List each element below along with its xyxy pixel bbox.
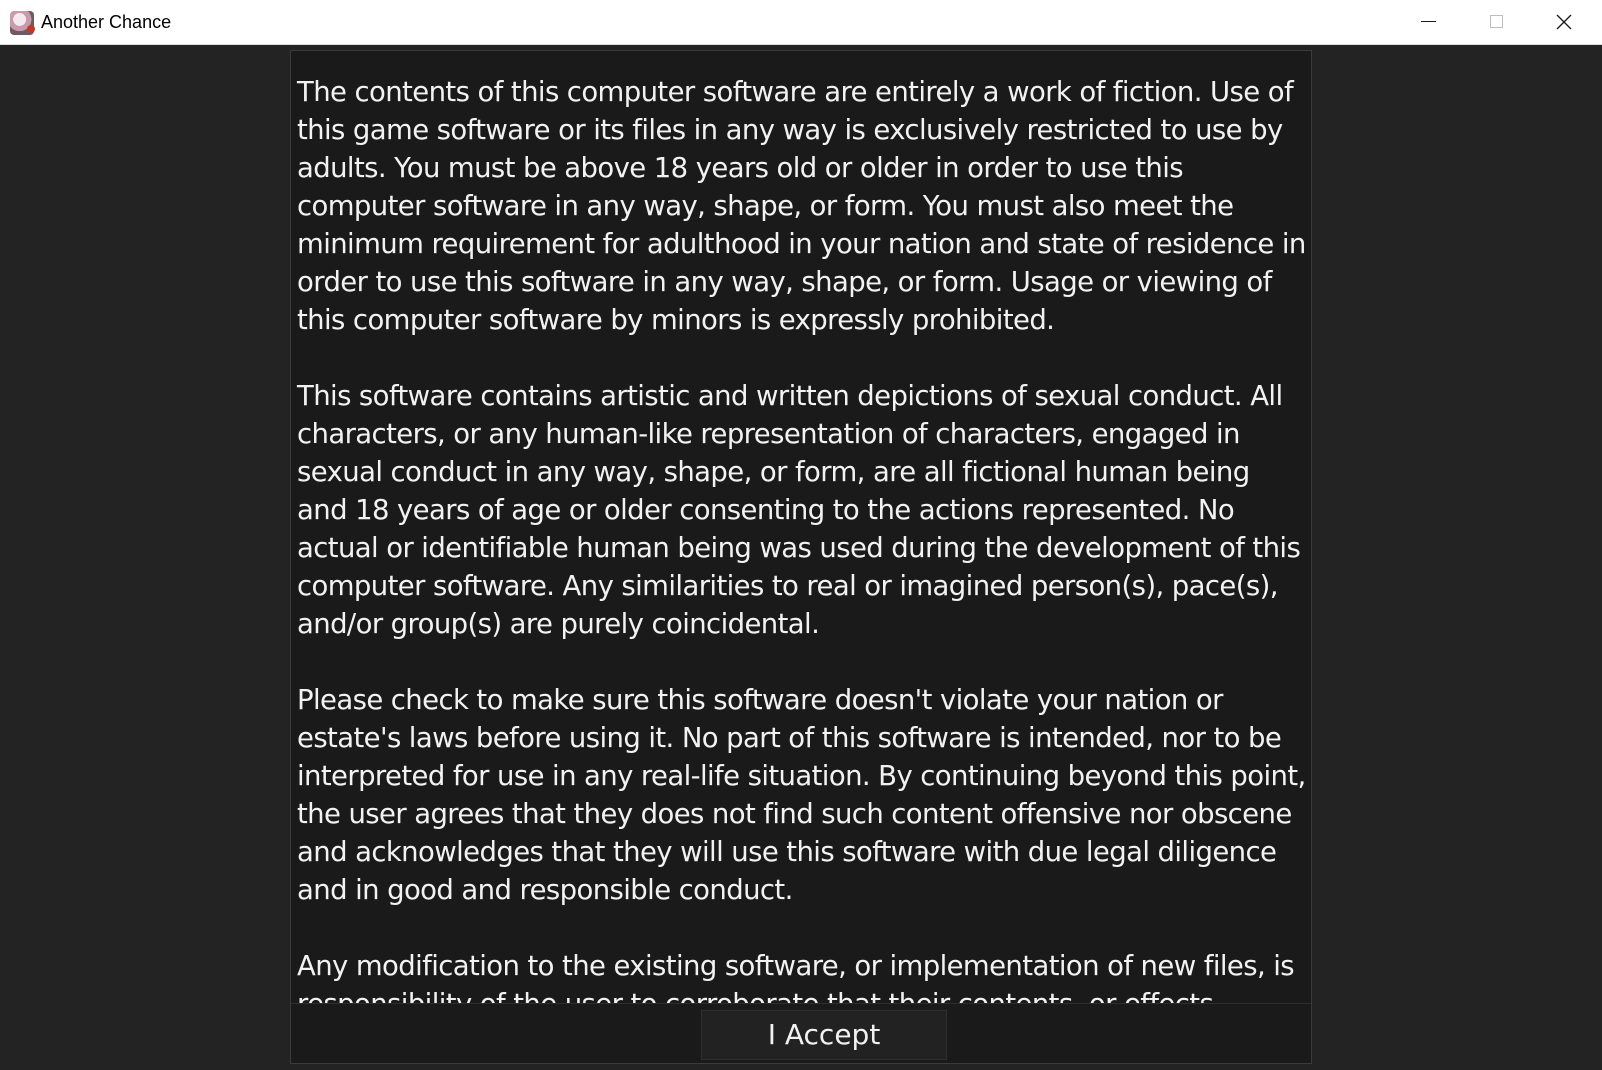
disclaimer-paragraph: Please check to make sure this software doesn't violate your nation or estate's laws before using it. No part of this software is intended, nor to be interpreted for use in any real-life situation. By continuing beyond this point, the user agrees that they does not find such content offensive nor obscene and acknowledges that they will use this software with due legal diligence and in good and responsible conduct. — [297, 684, 1306, 906]
minimize-icon — [1421, 21, 1436, 22]
disclaimer-scroll-area[interactable] — [291, 73, 1311, 1053]
maximize-icon — [1490, 15, 1503, 28]
maximize-button[interactable] — [1463, 0, 1532, 44]
minimize-button[interactable] — [1394, 0, 1463, 44]
app-icon-badge — [27, 25, 35, 33]
disclaimer-dialog — [290, 50, 1312, 1064]
app-icon — [10, 11, 34, 35]
disclaimer-paragraph: The contents of this computer software are entirely a work of fiction. Use of this game software or its files in any way is exclusively restricted to use by adults. You must be above 18 years old or older in order to use this computer software in any way, shape, or form. You must also meet the minimum requirement for adulthood in your nation and state of residence in order to use this software in any way, shape, or form. Usage or viewing of this computer software by minors is expressly prohibited. — [297, 76, 1306, 336]
window-title: Another Chance — [41, 12, 172, 32]
dialog-footer — [291, 1003, 1311, 1063]
title-bar[interactable] — [0, 0, 1602, 45]
close-button[interactable] — [1532, 0, 1601, 44]
disclaimer-paragraph: This software contains artistic and written depictions of sexual conduct. All characters, or any human-like representation of characters, engaged in sexual conduct in any way, shape, or form, are all fictional human being and 18 years of age or older consenting to the actions represented. No actual or identifiable human being was used during the development of this computer software. Any similarities to real or imagined person(s), pace(s), and/or group(s) are purely coincidental. — [297, 380, 1301, 640]
disclaimer-paragraph: Any modification to the existing software, or implementation of new files, is — [297, 950, 1295, 982]
accept-button[interactable]: I Accept — [701, 1010, 947, 1060]
close-icon — [1556, 14, 1572, 30]
